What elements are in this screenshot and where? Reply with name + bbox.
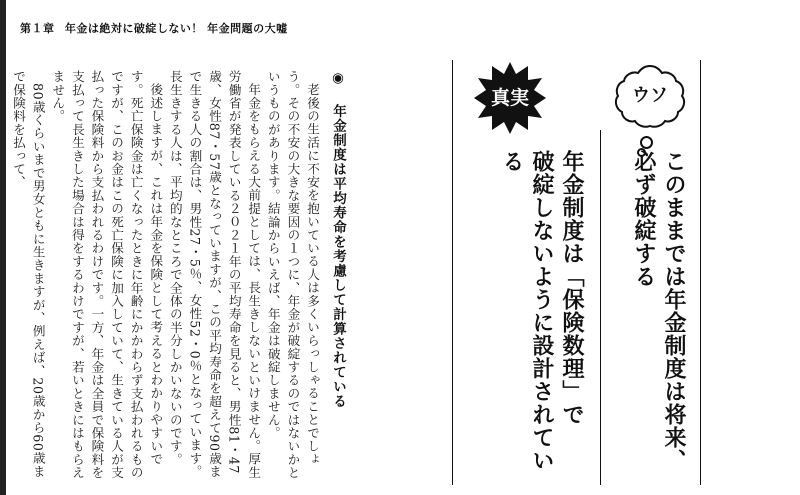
divider-rule <box>700 60 701 485</box>
truth-headline <box>496 150 586 490</box>
chapter-label: 第１章 <box>20 22 55 35</box>
lie-badge <box>612 60 688 136</box>
lie-headline <box>628 150 688 490</box>
truth-headline-line1: 年金制度は「保険数理」で <box>559 150 584 426</box>
body-paragraph: 年金をもらえる大前提としては、長生きしないといけません。厚生労働省が発表している２０２１年の平均寿命を見ると、男性81・47歳、女性87・57歳となっていますが、この平均寿命を超えて90歳まで生きる人の割合は、男性27・5％、女性52・0％となっています。長生きする人は、平均的なところで全体の半分しかいないのです。 <box>167 70 262 479</box>
lie-headline-line2: 必ず破綻する <box>631 150 656 288</box>
lie-headline-line1: このままでは年金制度は将来、 <box>661 150 686 472</box>
body-paragraph: 後述しますが、これは年金を保険として考えるとわかりやすいです。死亡保険金は亡くなったときに年齢にかかわらず支払われるものですが、このお金はこの死亡保険に加入していて、生きている人が支払った保険料から支払われるわけです。一方、年金は全員で保険料を支払って長生きした場合は得をするわけですが、若いときにはもらえません。 <box>50 70 164 480</box>
section-heading: ◉ 年金制度は平均寿命を考慮して計算されている <box>330 70 346 409</box>
chapter-title: 年金は絶対に破綻しない！ 年金問題の大嘘 <box>64 22 288 35</box>
lie-badge-label: ウソ <box>632 85 668 106</box>
truth-badge <box>472 60 548 136</box>
running-header <box>20 20 288 36</box>
body-paragraph: 老後の生活に不安を抱いている人は多くいらっしゃることでしょう。その不安の大きな要因の１つに、年金が破綻するのではないかというものがあります。結論からいえば、年金は破綻しません。 <box>265 70 320 480</box>
body-paragraph: 80歳くらいまで男女ともに生きますが、例えば、20歳から60歳まで保険料を払って、 <box>11 70 46 478</box>
page-edge <box>0 0 6 495</box>
body-text <box>9 70 323 480</box>
divider-rule <box>600 130 601 485</box>
divider-rule <box>452 60 453 485</box>
truth-badge-label: 真実 <box>490 87 529 109</box>
truth-headline-line2: 破綻しないように設計されている <box>499 150 554 472</box>
